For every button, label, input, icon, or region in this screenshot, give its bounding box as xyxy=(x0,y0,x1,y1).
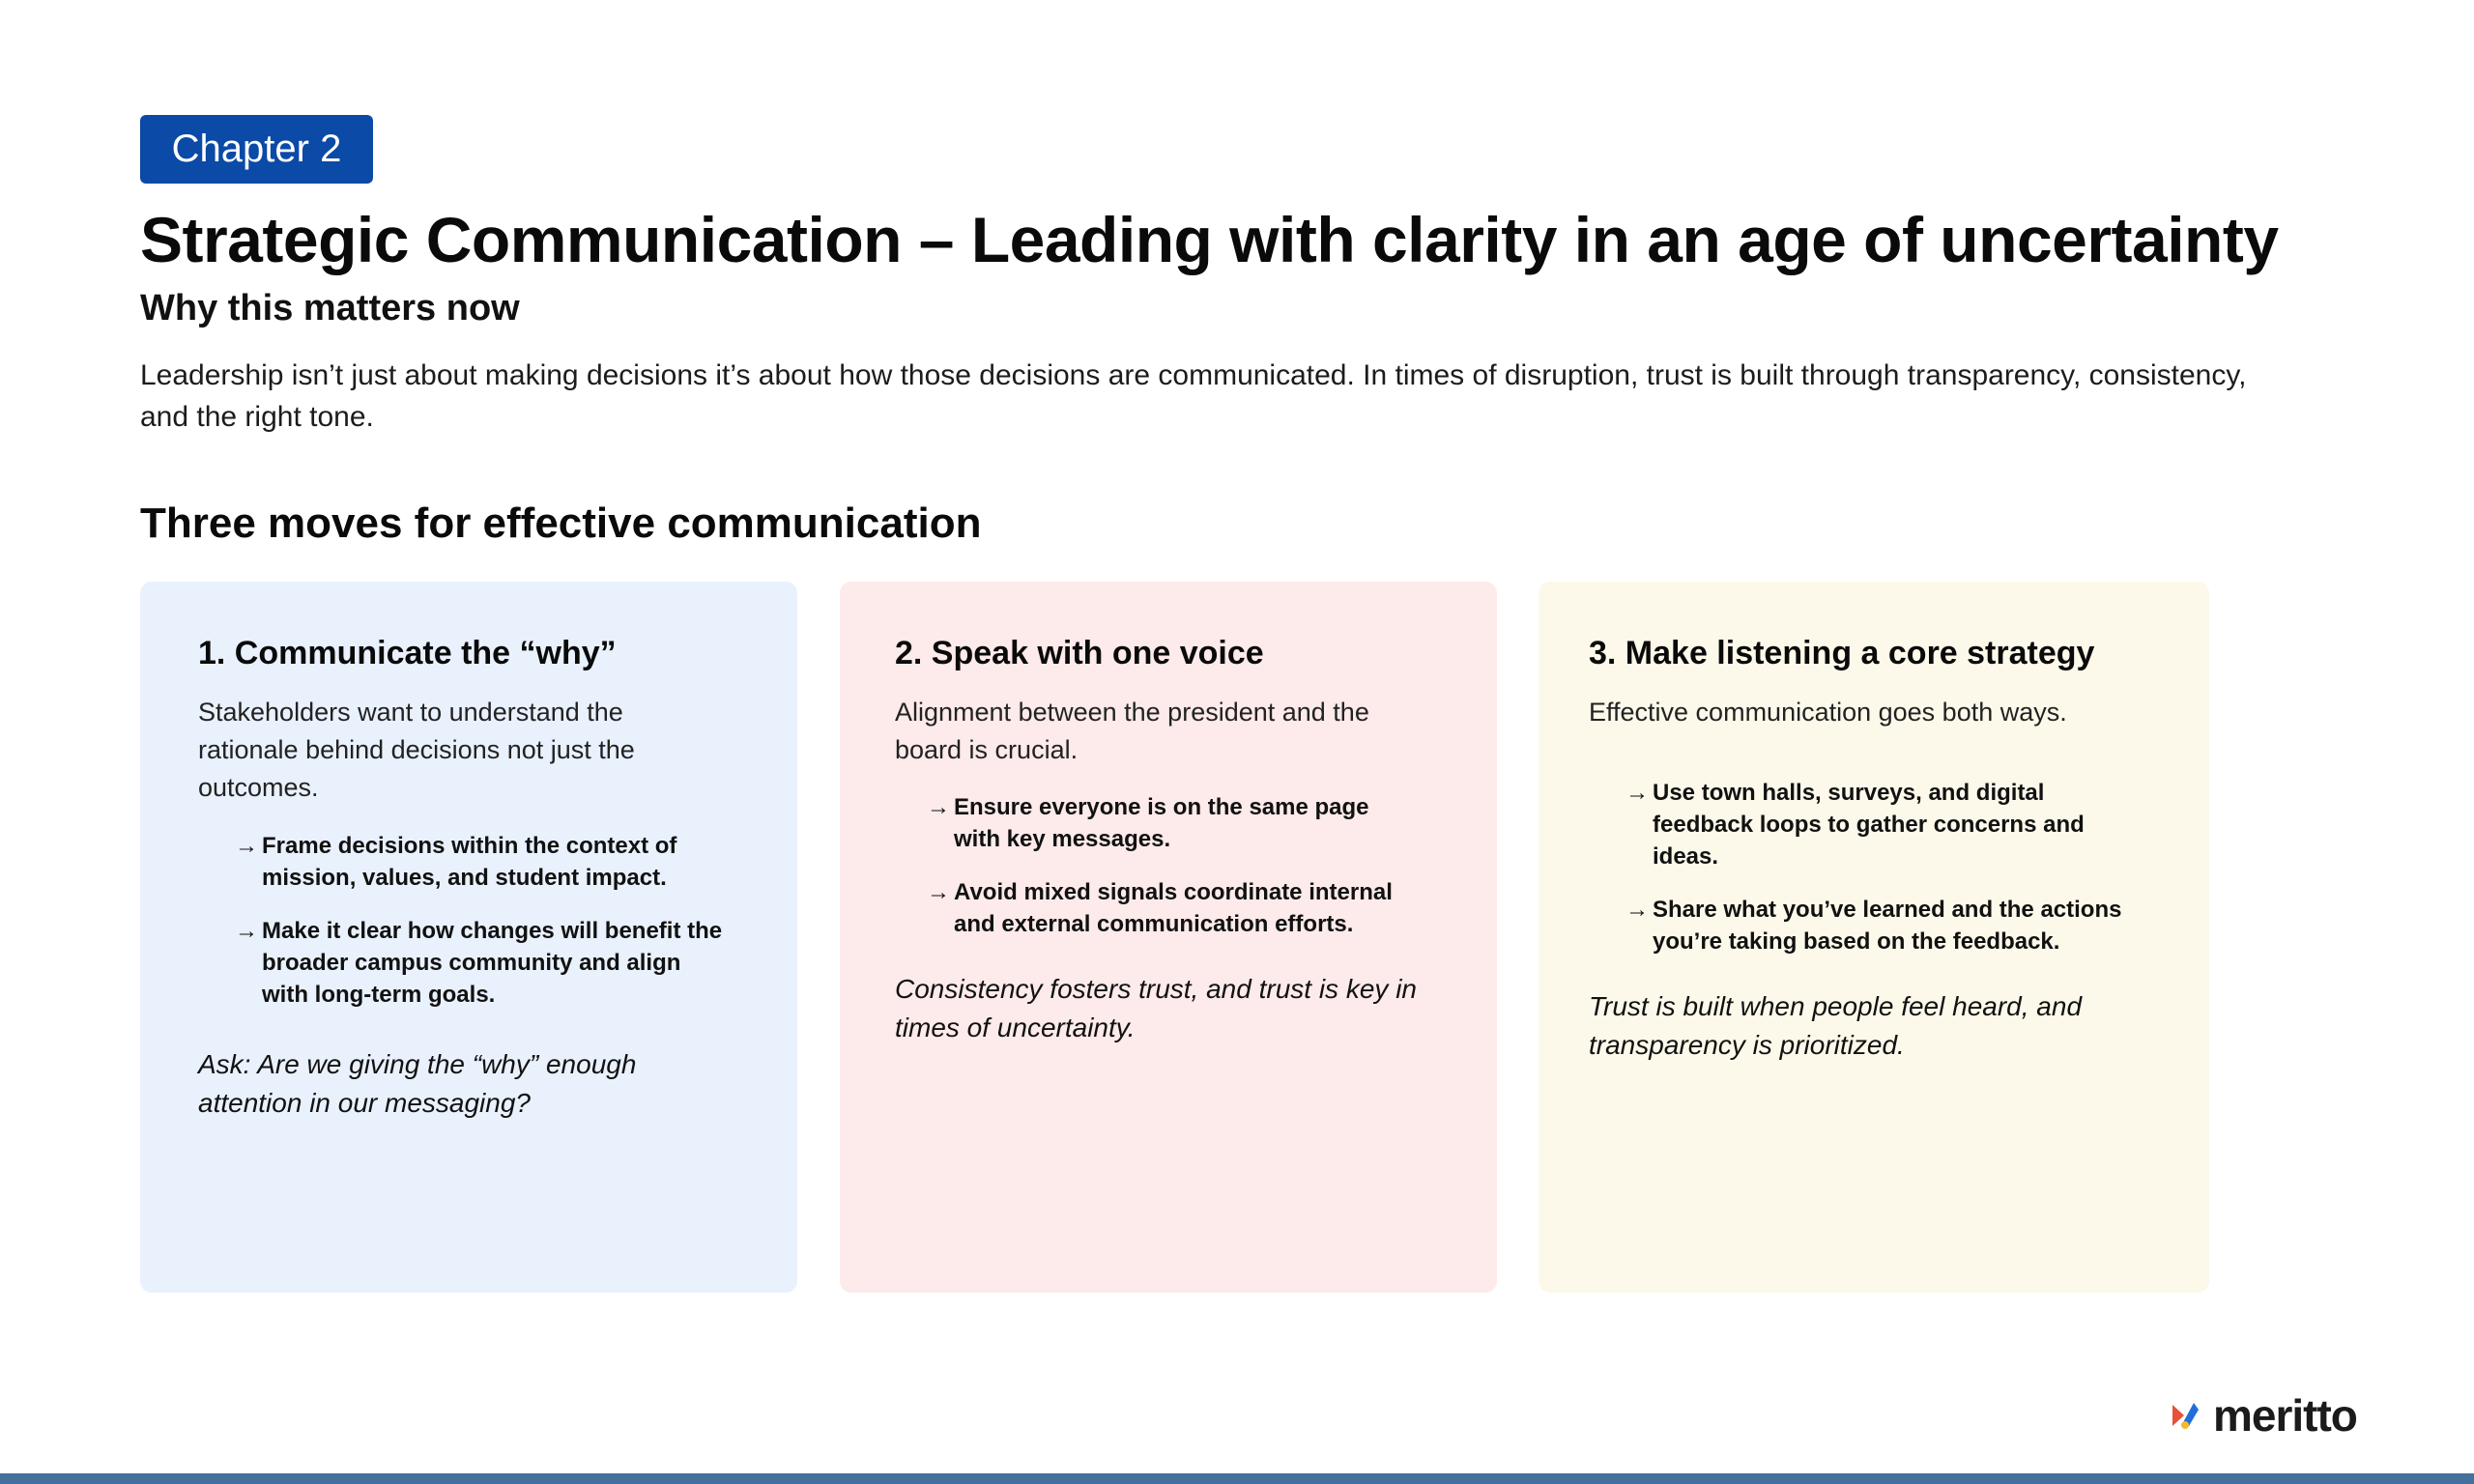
chapter-badge: Chapter 2 xyxy=(140,115,373,184)
section-heading: Three moves for effective communication xyxy=(140,499,982,547)
meritto-logo xyxy=(2172,1391,2357,1440)
card-quote: Trust is built when people feel heard, and transparency is prioritized. xyxy=(1589,991,2083,1060)
arrow-right-icon: → xyxy=(235,918,258,944)
card-communicate-why xyxy=(140,582,797,1293)
card-description: Effective communication goes both ways. xyxy=(1589,698,2067,727)
card-bullet xyxy=(927,791,1420,855)
arrow-right-icon: → xyxy=(927,794,950,820)
card-bullet-text: Use town halls, surveys, and digital feedback loops to gather concerns and ideas. xyxy=(1653,780,2085,870)
intro-paragraph: Leadership isn’t just about making decisions it’s about how those decisions are communicated. In times of disruption, trust is built through transparency, consistency, and the right tone. xyxy=(140,359,2247,433)
card-speak-one-voice xyxy=(840,582,1497,1293)
card-bullet-text: Avoid mixed signals coordinate internal and external communication efforts. xyxy=(954,879,1393,937)
card-description: Stakeholders want to understand the rationale behind decisions not just the outcomes. xyxy=(198,698,635,802)
card-bullet xyxy=(235,915,728,1011)
card-bullet-text: Frame decisions within the context of mission, values, and student impact. xyxy=(262,833,677,891)
card-quote: Ask: Are we giving the “why” enough attention in our messaging? xyxy=(198,1049,637,1118)
card-quote: Consistency fosters trust, and trust is key in times of uncertainty. xyxy=(895,974,1417,1042)
card-bullet xyxy=(927,876,1420,940)
card-bullet-list xyxy=(927,791,1420,940)
card-title: 1. Communicate the “why” xyxy=(198,635,617,671)
card-title: 3. Make listening a core strategy xyxy=(1589,635,2095,671)
card-description: Alignment between the president and the board is crucial. xyxy=(895,698,1369,764)
arrow-right-icon: → xyxy=(1625,780,1649,806)
card-bullet-list xyxy=(1625,777,2147,957)
card-bullet-text: Make it clear how changes will benefit the broader campus community and align with long-term goals. xyxy=(262,918,723,1008)
card-bullet xyxy=(1625,777,2147,872)
card-bullet xyxy=(235,830,728,894)
page-title: Strategic Communication – Leading with clarity in an age of uncertainty xyxy=(140,204,2279,275)
card-bullet xyxy=(1625,894,2147,957)
card-bullet-text: Ensure everyone is on the same page with key messages. xyxy=(954,794,1369,852)
logo-wordmark: meritto xyxy=(2213,1390,2357,1441)
card-bullet-list xyxy=(235,830,728,1011)
card-listening-strategy xyxy=(1539,582,2209,1293)
arrow-right-icon: → xyxy=(235,833,258,859)
card-title: 2. Speak with one voice xyxy=(895,635,1264,671)
arrow-right-icon: → xyxy=(1625,897,1649,923)
section-subtitle: Why this matters now xyxy=(140,288,520,328)
meritto-logo-mark-icon xyxy=(2172,1401,2209,1430)
arrow-right-icon: → xyxy=(927,879,950,905)
card-bullet-text: Share what you’ve learned and the actions you’re taking based on the feedback. xyxy=(1653,897,2122,955)
bottom-accent-bar xyxy=(0,1473,2474,1484)
